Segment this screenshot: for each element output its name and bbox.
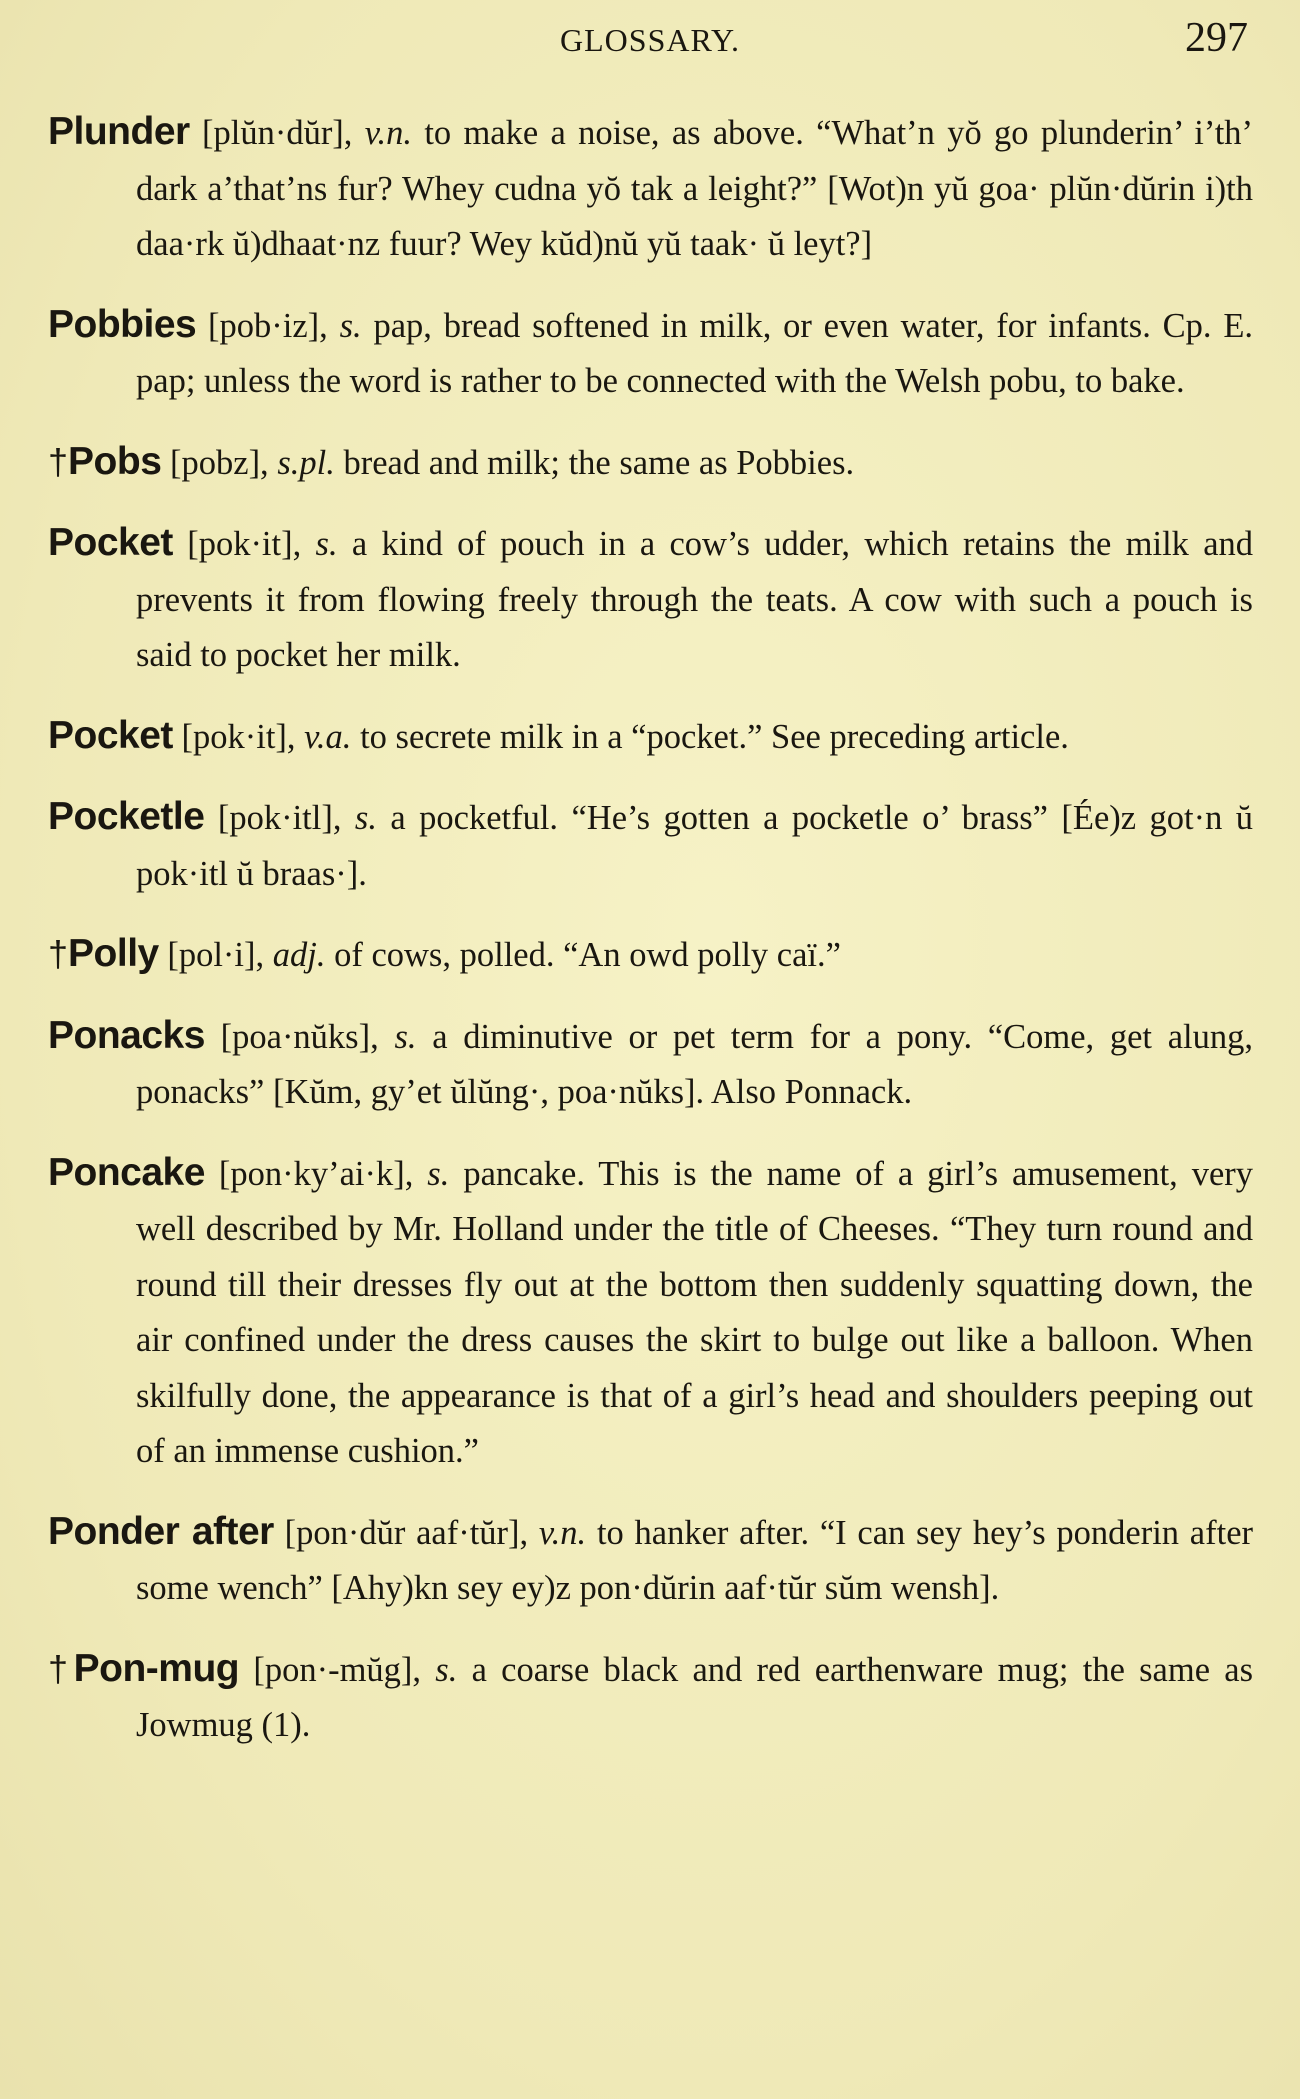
pronunciation: [pol·i], [167,936,265,974]
pronunciation: [pok·itl], [217,799,342,837]
headword: Pocketle [48,795,205,838]
pronunciation: [pok·it], [187,525,302,563]
pronunciation: [plŭn·dŭr], [202,114,353,152]
headword: Ponder after [48,1509,274,1553]
definition: to make a noise, as above. “What’n yŏ go plunderin’ i’th’ dark a’that’ns fur? Whey cudna yŏ tak a leight?” [Wot)n yŭ goa· plŭn·dŭrin i)th daa·rk ŭ)dhaat·nz fuur? Wey kŭd)nŭ yŭ taak· ŭ leyt?] [136,114,1254,263]
part-of-speech: s. [354,799,377,837]
headword: Ponacks [48,1013,205,1057]
headword: Plunder [48,110,190,153]
definition: pancake. This is the name of a girl’s amusement, very well described by Mr. Holland under the title of Cheeses. “They turn round and round till their dresses fly out at the bottom then suddenly squatting down, the air confined under the dress causes the skirt to bulge out like a balloon. When skilfully done, the appearance is that of a girl’s head and shoulders peeping out of an immense cushion.” [136,1154,1254,1470]
glossary-entry-pon-mug [48,1641,1253,1754]
headword: Poncake [48,1150,205,1194]
part-of-speech: s. [339,306,362,345]
part-of-speech: v.n. [364,114,412,152]
glossary-entry-plunder [48,104,1253,273]
pronunciation: [pobz], [170,443,269,482]
glossary-entry-poncake [48,1145,1253,1480]
definition: bread and milk; the same as Pobbies. [343,443,855,482]
glossary-entry-pobbies [48,297,1253,410]
running-head [0,14,1300,64]
running-title: GLOSSARY. [560,22,741,58]
dagger-mark: † [48,933,69,974]
headword: Pocket [48,521,173,564]
pronunciation: [pon·dŭr aaf·tŭr], [284,1513,529,1552]
part-of-speech: v.a. [304,717,352,756]
definition: a coarse black and red earthenware mug; the same as Jowmug (1). [136,1650,1254,1744]
headword: Pobs [68,439,162,483]
part-of-speech: s. [435,1650,458,1689]
glossary-entry-pocketle [48,789,1253,902]
headword: Pon-mug [73,1646,240,1690]
pronunciation: [pok·it], [181,717,296,756]
glossary-entry-pocket-noun [48,515,1253,684]
headword: Polly [68,932,159,975]
definition: to secrete milk in a “pocket.” See preceding article. [360,717,1069,756]
pronunciation: [poa·nŭks], [220,1017,379,1056]
glossary-entries [48,104,1253,1778]
pronunciation: [pon·ky’ai·k], [218,1154,414,1193]
glossary-entry-pobs [48,434,1253,492]
definition: a kind of pouch in a cow’s udder, which retains the milk and prevents it from flowing freely through the teats. A cow with such a pouch is said to pocket her milk. [136,525,1254,674]
part-of-speech: adj. [272,936,326,974]
part-of-speech: s. [427,1154,450,1193]
page-number: 297 [1185,15,1248,61]
headword: Pobbies [48,302,197,346]
part-of-speech: s. [315,525,338,563]
definition: of cows, polled. “An owd polly caï.” [334,936,841,974]
glossary-entry-ponacks [48,1008,1253,1121]
definition: to hanker after. “I can sey hey’s ponderin after some wench” [Ahy)kn sey ey)z pon·dŭrin aaf·tŭr sŭm wensh]. [136,1513,1253,1607]
part-of-speech: s.pl. [277,443,335,482]
pronunciation: [pon·-mŭg], [253,1650,422,1689]
definition: a diminutive or pet term for a pony. “Come, get alung, ponacks” [Kŭm, gy’et ŭlŭng·, poa·nŭks]. Also Ponnack. [136,1017,1254,1111]
definition: a pocketful. “He’s gotten a pocketle o’ brass” [Ée)z got·n ŭ pok·itl ŭ braas·]. [136,799,1254,893]
dagger-mark: † [48,440,69,482]
glossary-entry-polly [48,926,1253,984]
part-of-speech: s. [394,1017,417,1056]
part-of-speech: v.n. [538,1513,587,1552]
dagger-mark: † [48,1647,74,1689]
glossary-entry-pocket-verb [48,708,1253,766]
glossary-entry-ponder-after [48,1504,1253,1617]
definition: pap, bread softened in milk, or even water, for infants. Cp. E. pap; unless the word is rather to be connected with the Welsh pobu, to bake. [136,306,1254,400]
pronunciation: [pob·iz], [208,306,328,345]
headword: Pocket [48,713,173,757]
